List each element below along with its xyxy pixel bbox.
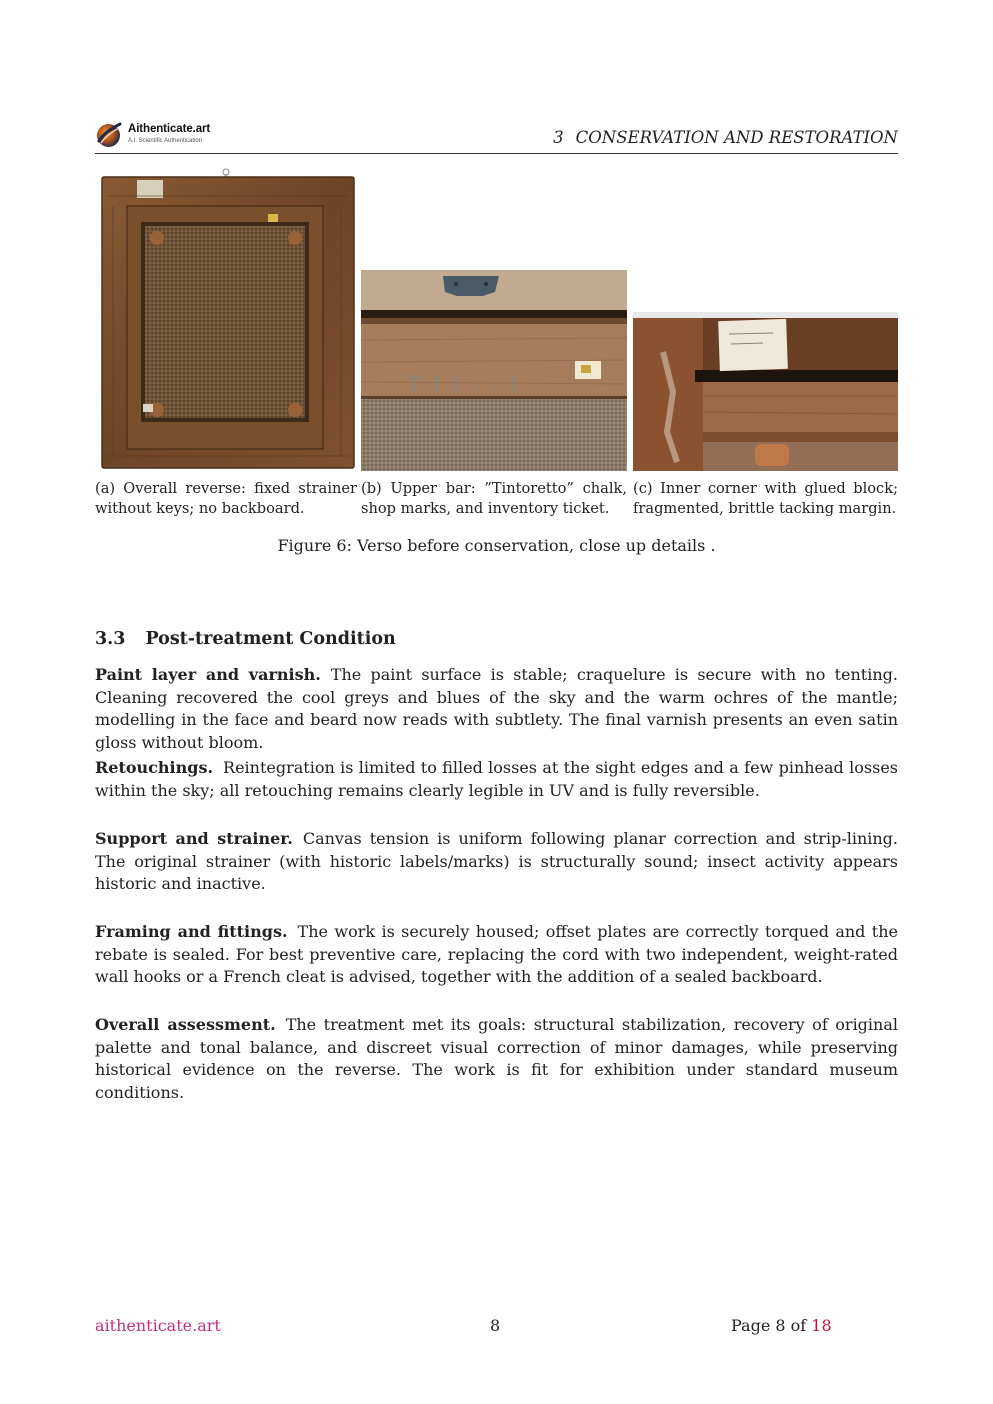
paragraph-lead: Framing and fittings. [95,922,288,941]
paragraph-support [95,828,898,896]
figure-caption: Figure 6: Verso before conservation, close up details . [277,536,716,555]
subfigure-caption-a: (a) Overall reverse: fixed strainer without keys; no backboard. [95,480,357,517]
running-header-title: CONSERVATION AND RESTORATION [575,128,898,147]
logo-subtitle: A.I. Scientific Authentication [128,137,203,144]
footer-website-link[interactable]: aithenticate.art [95,1316,221,1335]
footer-page-label: Page 8 of [731,1316,807,1335]
paragraph-overall [95,1014,898,1104]
footer-page-number: 8 [490,1316,501,1335]
running-header-number: 3 [553,128,564,147]
paragraph-text: Canvas tension is uniform following planar correction and strip-lining. The original strainer (with historic labels/marks) is structurally sound; insect activity appears historic and inactive. [95,829,898,893]
paragraph-lead: Overall assessment. [95,1015,276,1034]
header-rule [95,153,898,154]
paragraph-lead: Support and strainer. [95,829,293,848]
paragraph-text: Reintegration is limited to filled losses at the sight edges and a few pinhead losses within the sky; all retouching remains clearly legible in UV and is fully reversible. [95,758,898,800]
paragraph-lead: Retouchings. [95,758,214,777]
footer-page-total-link[interactable]: 18 [811,1316,832,1335]
paragraph-text: The work is securely housed; offset plates are correctly torqued and the rebate is sealed. For best preventive care, replacing the cord with two independent, weight-rated wall hooks or a French cleat is advised, together with the addition of a sealed backboard. [95,922,899,986]
footer-page-count [731,1316,832,1335]
svg-text:T I ( . . ): T I ( . . ) [407,371,522,395]
paragraph-text: The treatment met its goals: structural stabilization, recovery of original palette and tonal balance, and discreet visual correction of minor damages, while preserving historical evidence on the reverse. The work is fit for exhibition under standard museum conditions. [95,1015,899,1102]
running-header [553,128,898,147]
paragraph-text: The paint surface is stable; craquelure is secure with no tenting. Cleaning recovered the cool greys and blues of the sky and the warm ochres of the mantle; modelling in the face and beard now reads with subtlety. The final varnish presents an even satin gloss without bloom. [95,665,898,752]
figure-6a-image [101,166,355,469]
figure-6b-image [361,270,627,471]
paragraph-lead: Paint layer and varnish. [95,665,321,684]
section-heading [95,629,396,649]
aithenticate-logo[interactable] [95,119,235,149]
subfigure-caption-c: (c) Inner corner with glued block; fragmented, brittle tacking margin. [633,480,898,517]
paragraph-retouchings [95,757,898,802]
paragraph-paint-layer [95,664,898,754]
section-number: 3.3 [95,629,126,649]
paragraph-framing [95,921,898,989]
subfigure-caption-b: (b) Upper bar: ”Tintoretto” chalk, shop marks, and inventory ticket. [361,480,627,517]
section-title: Post-treatment Condition [145,629,396,649]
logo-title: Aithenticate.art [128,123,211,136]
figure-6c-image [633,312,898,471]
brush-globe-icon [95,121,122,148]
